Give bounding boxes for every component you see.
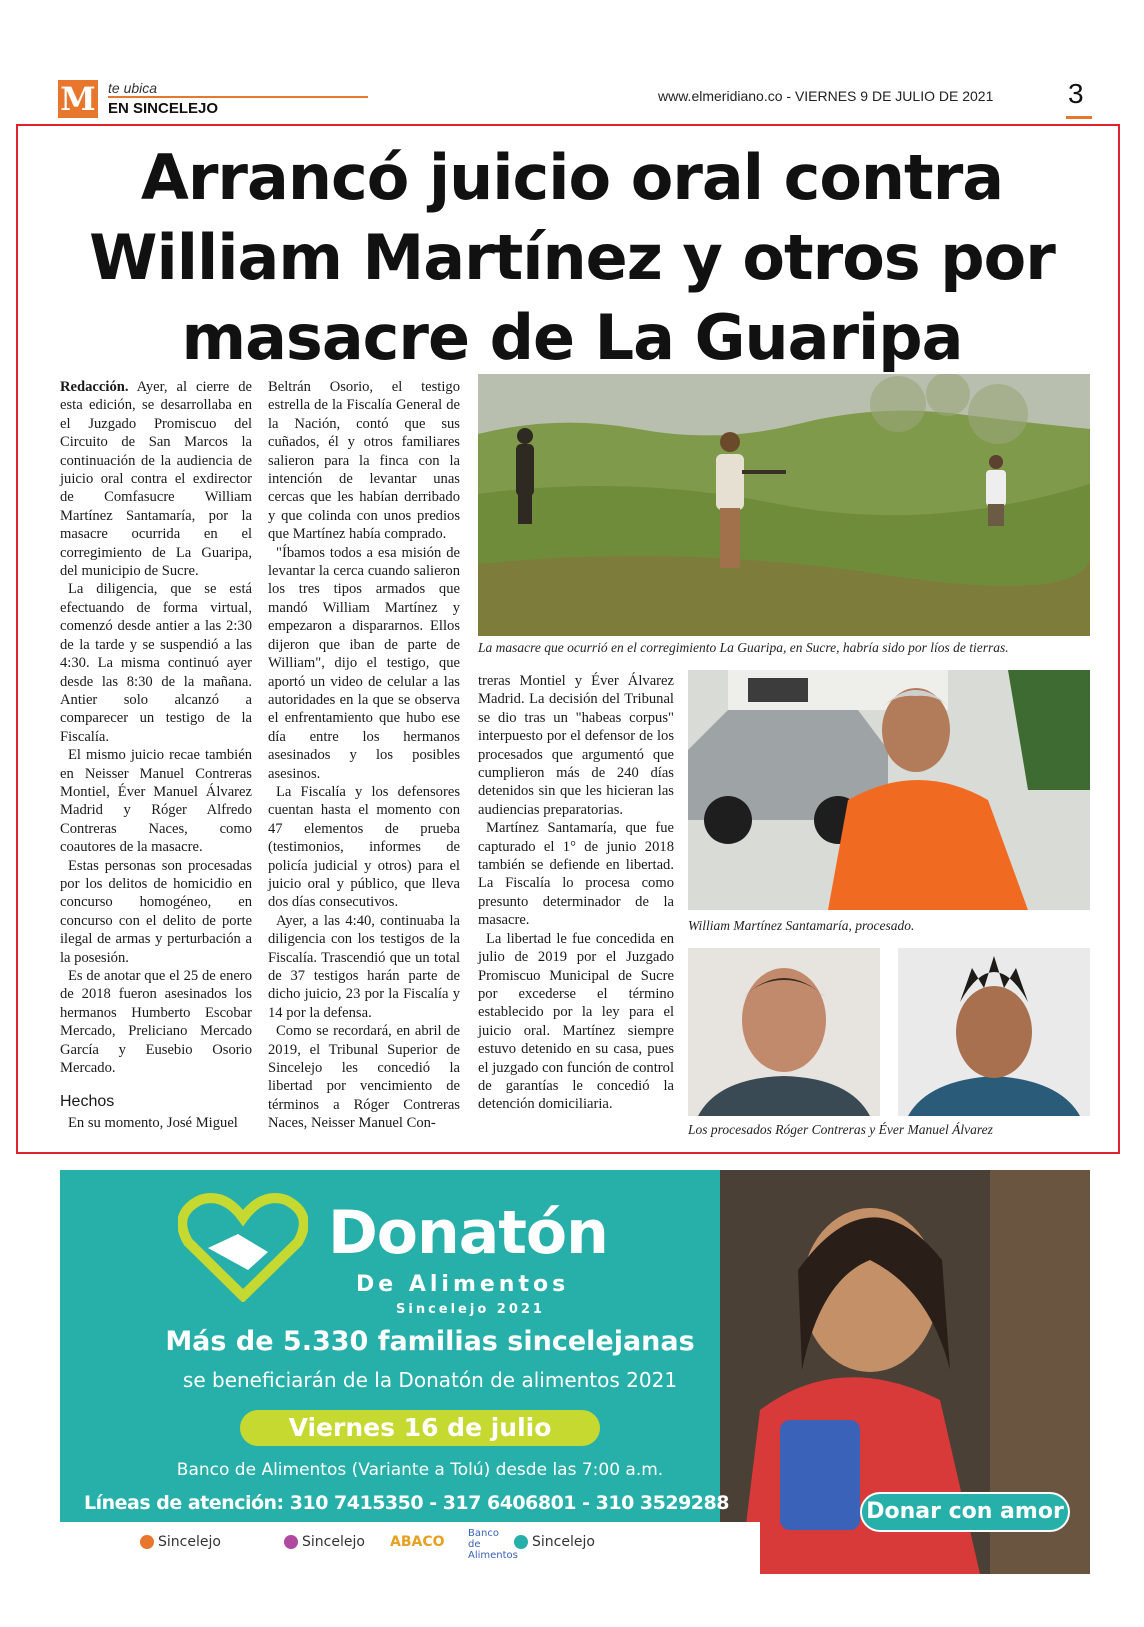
sponsor-logo: Sincelejo [140,1534,221,1550]
ad-city: Sincelejo 2021 [396,1302,545,1317]
sponsor-icon [140,1535,154,1549]
el-meridiano-logo: M [58,80,98,118]
paragraph: La Fiscalía y los defensores cuentan hasta el momento con 47 elementos de prueba (testimonios, informes de policía judicial y otros) para el juicio oral y público, que lleva dos días consecutivos. [268,783,460,911]
ad-subtitle: De Alimentos [356,1272,570,1297]
paragraph: Es de anotar que el 25 de enero de 2018 fueron asesinados los hermanos Humberto Escobar Mercado, Preliciano Mercado García y Eusebio Osorio Mercado. [60,968,252,1077]
sponsor-logo: Banco de Alimentos [468,1528,518,1561]
handshake-heart-icon [178,1192,308,1302]
headline-line: Arrancó juicio oral contra [140,141,1004,214]
paragraph: Martínez Santamaría, que fue capturado el 1° de junio 2018 también se defiende en libertad. La Fiscalía lo procesa como presunto determinador de la masacre. [478,820,674,929]
article-column-1 [60,378,252,1132]
dateline: www.elmeridiano.co - VIERNES 9 DE JULIO DE 2021 [658,88,994,104]
photo-caption: William Martínez Santamaría, procesado. [688,918,915,933]
headline-line: William Martínez y otros por [89,221,1055,294]
paragraph: En su momento, José Miguel [68,1114,238,1131]
roger-contreras-photo [688,948,880,1116]
paragraph: Ayer, a las 4:40, continuaba la diligencia con los testigos de la Fiscalía. Trascendió que un total de 37 testigos harán parte de dicho juicio, 23 por la Fiscalía y 14 por la defensa. [268,912,460,1021]
ad-phone-lines: Líneas de atención: 310 7415350 - 317 6406801 - 310 3529288 [84,1492,729,1514]
article-headline [40,138,1104,378]
paragraph: treras Montiel y Éver Álvarez Madrid. La decisión del Tribunal se dio tras un "habeas corpus" interpuesto por el defensor de los procesados que argumentó que cumplieron más de 240 días detenidos sin que les hicieran las audiencias preparatorias. [478,673,674,818]
paragraph-text: Ayer, al cierre de esta edición, se desarrollaba en el Juzgado Promiscuo del Circuito de San Marcos la continuación de la audiencia de juicio oral contra el exdirector de Comfasucre William Martínez Santamaría, por la masacre ocurrida en el corregimiento de La Guaripa, del municipio de Sucre. [60,379,252,580]
sponsor-logo: Sincelejo [284,1534,365,1550]
ad-headline: Más de 5.330 familias sincelejanas [165,1326,695,1357]
lead-label: Redacción. [60,379,129,395]
field-scene-photo [478,374,1090,636]
masthead [58,78,1088,122]
photo-caption: Los procesados Róger Contreras y Éver Manuel Álvarez [688,1122,993,1137]
sponsor-logo: Sincelejo [514,1534,595,1550]
paragraph: "Íbamos todos a esa misión de levantar la cerca cuando salieron los tres tipos armados que mandó William Martínez y empezaron a dispararnos. Ellos dijeron que iban de parte de William", dijo el testigo, que aportó un video de celular a las autoridades en la que se observa el enfrentamiento que hubo ese día entre los hermanos asesinados y los posibles asesinos. [268,544,460,782]
paragraph: El mismo juicio recae también en Neisser Manuel Contreras Montiel, Éver Manuel Álvarez Madrid y Róger Alfredo Contreras Naces, como coautores de la masacre. [60,747,252,856]
article-column-3 [478,672,674,1114]
paragraph: Beltrán Osorio, el testigo estrella de la Fiscalía General de la Nación, contó que sus cuñados, él y otros familiares salieron para la finca con la intención de levantar unas cercas que les habían derribado y que colinda con unos predios que Martínez había comprado. [268,379,460,543]
paragraph [60,378,252,580]
subhead: Hechos [60,1093,115,1111]
sponsor-logo: ABACO [390,1534,445,1550]
donaton-advertisement [60,1170,1090,1574]
ad-title: Donatón [328,1198,608,1268]
page-number: 3 [1068,78,1084,109]
article-column-2 [268,378,460,1133]
ad-place: Banco de Alimentos (Variante a Tolú) desde las 7:00 a.m. [176,1460,664,1480]
sponsor-icon [284,1535,298,1549]
william-martinez-photo [688,670,1090,910]
ever-alvarez-photo [898,948,1090,1116]
kicker: te ubica [108,80,158,96]
ad-subheadline: se beneficiarán de la Donatón de alimentos 2021 [182,1368,678,1392]
ad-date-pill: Viernes 16 de julio [240,1410,600,1446]
paragraph: La diligencia, que se está efectuando de forma virtual, comenzó desde antier a las 2:30 de la tarde y se suspendió a las 4:30. La misma continuó ayer desde las 8:30 de la mañana. Antier solo alcanzó a comparecer un testigo de la Fiscalía. [60,581,252,745]
paragraph: Como se recordará, en abril de 2019, el Tribunal Superior de Sincelejo les concedió la libertad por vencimiento de términos a Róger Contreras Naces, Neisser Manuel Con- [268,1023,460,1132]
sponsor-icon [514,1535,528,1549]
paragraph: La libertad le fue concedida en julio de 2019 por el Juzgado Promiscuo Municipal de Sucre por excederse el término establecido por la ley para el juicio oral. Martínez siempre estuvo detenido en su casa, pues el juzgado con función de control de garantías le concedió la detención domiciliaria. [478,930,674,1113]
photo-caption: La masacre que ocurrió en el corregimiento La Guaripa, en Sucre, habría sido por líos de tierras. [478,640,1009,655]
paragraph: Estas personas son procesadas por los delitos de homicidio en concurso homogéneo, en concurso con el delito de porte ilegal de armas y perturbación a la posesión. [60,857,252,966]
headline-line: masacre de La Guaripa [181,301,963,374]
kicker-rule [108,96,368,98]
section-label: EN SINCELEJO [108,100,219,117]
donar-con-amor-badge: Donar con amor [860,1492,1070,1532]
page-number-rule [1066,116,1092,119]
